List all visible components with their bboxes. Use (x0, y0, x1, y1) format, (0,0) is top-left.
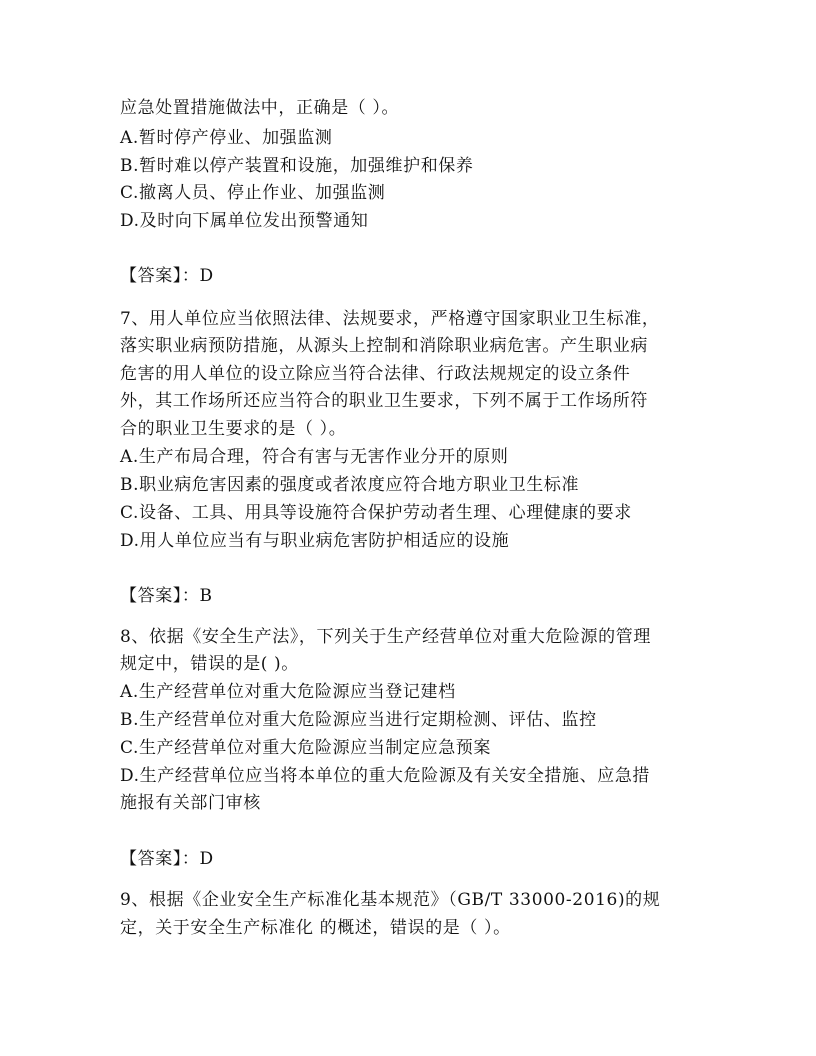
q7-option-c: C.设备、工具、用具等设施符合保护劳动者生理、心理健康的要求 (120, 503, 632, 523)
q7-option-d: D.用人单位应当有与职业病危害防护相适应的设施 (120, 531, 510, 551)
q7-stem-line-5: 合的职业卫生要求的是（ ）。 (120, 419, 347, 439)
q8-option-a: A.生产经营单位对重大危险源应当登记建档 (120, 682, 456, 702)
q7-stem-line-3: 危害的用人单位的设立除应当符合法律、行政法规规定的设立条件 (120, 364, 631, 384)
q6-option-d: D.及时向下属单位发出预警通知 (120, 211, 369, 231)
q6-answer: 【答案】：D (120, 266, 214, 286)
q8-answer: 【答案】：D (120, 849, 214, 869)
q7-stem-line-4: 外，其工作场所还应当符合的职业卫生要求，下列不属于工作场所符 (120, 391, 648, 411)
q8-stem-line-1: 8、依据《安全生产法》，下列关于生产经营单位对重大危险源的管理 (120, 627, 651, 647)
q7-answer: 【答案】：B (120, 586, 213, 606)
q7-option-a: A.生产布局合理，符合有害与无害作业分开的原则 (120, 447, 509, 467)
q7-option-b: B.职业病危害因素的强度或者浓度应符合地方职业卫生标准 (120, 475, 580, 495)
q6-stem-line-1: 应急处置措施做法中，正确是（ ）。 (120, 98, 400, 118)
q8-option-c: C.生产经营单位对重大危险源应当制定应急预案 (120, 738, 492, 758)
q7-stem-line-2: 落实职业病预防措施，从源头上控制和消除职业病危害。产生职业病 (120, 336, 648, 356)
q8-stem-line-2: 规定中，错误的是( )。 (120, 654, 299, 674)
q6-option-c: C.撤离人员、停止作业、加强监测 (120, 183, 386, 203)
q9-stem-line-2: 定，关于安全生产标准化 的概述，错误的是（ ）。 (120, 918, 511, 938)
q6-option-a: A.暂时停产停业、加强监测 (120, 128, 333, 148)
q8-option-b: B.生产经营单位对重大危险源应当进行定期检测、评估、监控 (120, 710, 597, 730)
q6-option-b: B.暂时难以停产装置和设施，加强维护和保养 (120, 156, 474, 176)
q8-option-d-line-2: 施报有关部门审核 (120, 793, 261, 813)
q7-stem-line-1: 7、用人单位应当依照法律、法规要求，严格遵守国家职业卫生标准， (120, 309, 660, 329)
q8-option-d-line-1: D.生产经营单位应当将本单位的重大危险源及有关安全措施、应急措 (120, 766, 651, 786)
q9-stem-line-1: 9、根据《企业安全生产标准化基本规范》（GB/T 33000-2016)的规 (120, 890, 661, 910)
